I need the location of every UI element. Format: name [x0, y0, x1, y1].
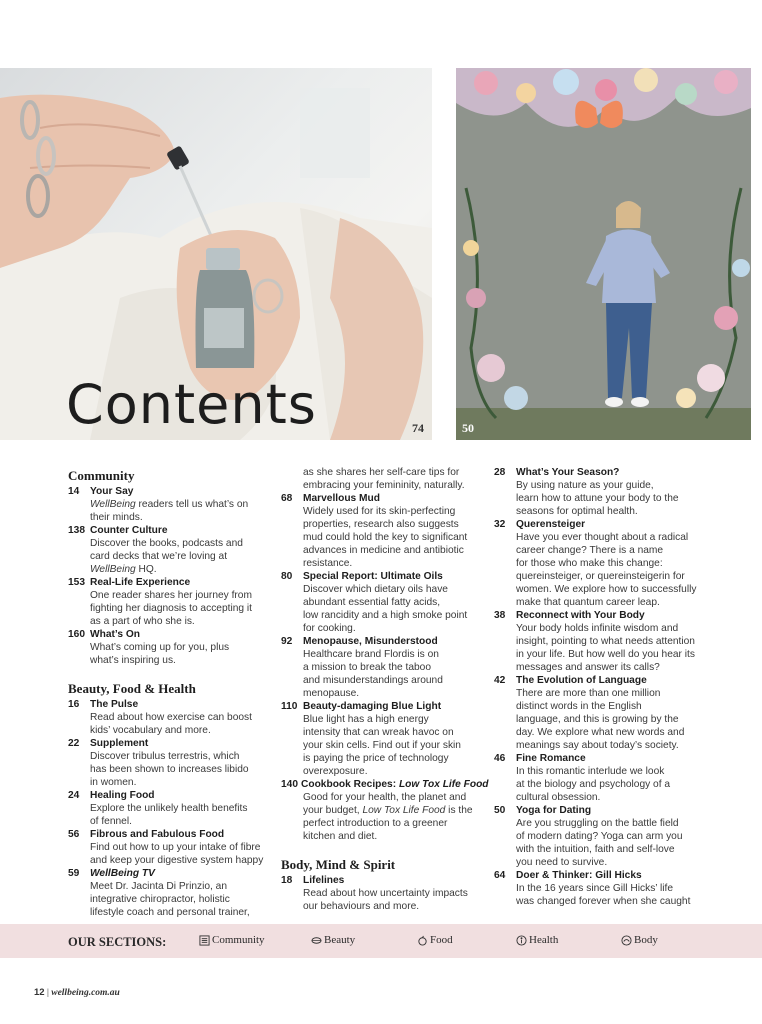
- entry-desc: Healthcare brand Flordis is on: [303, 649, 439, 660]
- entry-desc: readers tell us what’s on: [135, 499, 249, 510]
- entry-desc: menopause.: [303, 688, 360, 699]
- contents-entry[interactable]: [494, 869, 704, 882]
- section-link-body[interactable]: [621, 934, 658, 946]
- entry-title: Counter Culture: [90, 525, 168, 536]
- entry-desc: distinct words in the English: [516, 701, 642, 712]
- entry-title: The Pulse: [90, 699, 139, 710]
- entry-desc: What’s coming up for you, plus: [90, 642, 230, 653]
- entry-desc: make that quantum career leap.: [516, 597, 660, 608]
- entry-desc: meanings say about today’s society.: [516, 740, 679, 751]
- entry-title: Querensteiger: [516, 519, 586, 530]
- entry-desc: your skin cells. Find out if your skin: [303, 740, 461, 751]
- entry-desc: By using nature as your guide,: [516, 480, 654, 491]
- entry-desc: abundant essential fatty acids,: [303, 597, 441, 608]
- entry-title: Marvellous Mud: [303, 493, 380, 504]
- entry-desc: In this romantic interlude we look: [516, 766, 665, 777]
- section-label: Community: [212, 934, 265, 946]
- entry-desc: at the biology and psychology of a: [516, 779, 671, 790]
- photo-woman-mural: [456, 68, 751, 440]
- section-link-community[interactable]: [199, 934, 265, 946]
- entry-desc: messages and answer its calls?: [516, 662, 660, 673]
- entry-title: Your Say: [90, 486, 134, 497]
- entry-desc: with the intuition, faith and self-love: [516, 844, 675, 855]
- section-heading-community: Community: [68, 468, 135, 483]
- entry-desc: is paying the price of technology: [303, 753, 449, 764]
- contents-entry[interactable]: [68, 828, 268, 841]
- entry-desc: There are more than one million: [516, 688, 661, 699]
- entry-desc: women. We explore how to successfully: [516, 584, 697, 595]
- entry-title: Cookbook Recipes:: [301, 779, 399, 790]
- entry-desc: as a part of who she is.: [90, 616, 195, 627]
- entry-desc: fighting her diagnosis to accepting it: [90, 603, 252, 614]
- photo-page-ref: 50: [462, 421, 474, 435]
- contents-entry[interactable]: [494, 466, 704, 479]
- entry-desc: integrative chiropractor, holistic: [90, 894, 230, 905]
- entry-desc: seasons for optimal health.: [516, 506, 638, 517]
- entry-desc: Have you ever thought about a radical: [516, 532, 689, 543]
- entry-desc-italic: Low Tox Life Food: [362, 805, 446, 816]
- entry-desc: card decks that we’re loving at: [90, 551, 228, 562]
- entry-desc: and keep your digestive system happy: [90, 855, 264, 866]
- section-heading-beauty-food-health: Beauty, Food & Health: [68, 681, 196, 696]
- entry-page-number: 80: [281, 571, 293, 582]
- entry-title: Beauty-damaging Blue Light: [303, 701, 442, 712]
- entry-desc: In the 16 years since Gill Hicks’ life: [516, 883, 674, 894]
- photo-page-ref: 74: [412, 421, 424, 435]
- entry-title: The Evolution of Language: [516, 675, 647, 686]
- entry-desc-italic: WellBeing: [90, 564, 136, 575]
- entry-desc: lifestyle coach and personal trainer,: [90, 907, 250, 918]
- contents-entry[interactable]: [494, 518, 704, 531]
- contents-entry[interactable]: [68, 524, 268, 537]
- entry-title: Reconnect with Your Body: [516, 610, 645, 621]
- entry-desc: Find out how to up your intake of fibre: [90, 842, 261, 853]
- entry-page-number: 140: [281, 779, 298, 790]
- entry-page-number: 46: [494, 753, 506, 764]
- entry-desc: HQ.: [135, 564, 157, 575]
- contents-entry[interactable]: [281, 492, 481, 505]
- entry-page-number: 160: [68, 629, 85, 640]
- contents-entry[interactable]: [281, 778, 489, 791]
- entry-desc: Your body holds infinite wisdom and: [516, 623, 679, 634]
- mural-illustration: [456, 68, 751, 440]
- entry-title: What’s Your Season?: [516, 467, 620, 478]
- entry-desc: their minds.: [90, 512, 143, 523]
- entry-desc: kitchen and diet.: [303, 831, 378, 842]
- entry-desc: Widely used for its skin-perfecting: [303, 506, 456, 517]
- entry-desc: was changed forever when she caught: [516, 896, 691, 907]
- entry-desc: overexposure.: [303, 766, 368, 777]
- entry-title: Fibrous and Fabulous Food: [90, 829, 225, 840]
- entry-desc: of fennel.: [90, 816, 132, 827]
- entry-desc: in your life. But how well do you hear its: [516, 649, 695, 660]
- entry-page-number: 56: [68, 829, 80, 840]
- contents-entry[interactable]: [281, 570, 481, 583]
- entry-desc-continued: embracing your femininity, naturally.: [303, 480, 465, 491]
- body-lotus-icon: [621, 935, 632, 946]
- contents-entry[interactable]: [281, 700, 481, 713]
- entry-page-number: 22: [68, 738, 80, 749]
- sections-label: OUR SECTIONS:: [68, 935, 167, 949]
- entry-page-number: 68: [281, 493, 293, 504]
- section-heading-body-mind-spirit: Body, Mind & Spirit: [281, 857, 396, 872]
- entry-desc-italic: WellBeing: [90, 499, 136, 510]
- entry-desc: Discover which dietary oils have: [303, 584, 448, 595]
- entry-title: What’s On: [90, 629, 140, 640]
- entry-desc: learn how to attune your body to the: [516, 493, 679, 504]
- contents-entry[interactable]: [68, 737, 268, 750]
- entry-desc: language, and this is growing by the: [516, 714, 679, 725]
- entry-desc: and misunderstandings around: [303, 675, 443, 686]
- entry-page-number: 92: [281, 636, 293, 647]
- entry-title: Doer & Thinker: Gill Hicks: [516, 870, 642, 881]
- entry-desc: insight, pointing to what needs attention: [516, 636, 695, 647]
- entry-desc: One reader shares her journey from: [90, 590, 252, 601]
- contents-column-1: [68, 466, 268, 919]
- contents-entry[interactable]: [68, 576, 268, 589]
- entry-page-number: 153: [68, 577, 85, 588]
- entry-desc: Explore the unlikely health benefits: [90, 803, 248, 814]
- entry-title: Supplement: [90, 738, 149, 749]
- entry-title: WellBeing TV: [90, 868, 155, 879]
- entry-desc: Are you struggling on the battle field: [516, 818, 679, 829]
- contents-column-3: [494, 466, 704, 908]
- entry-desc: Read about how exercise can boost: [90, 712, 252, 723]
- entry-desc: you need to survive.: [516, 857, 608, 868]
- entry-desc: kids’ vocabulary and more.: [90, 725, 211, 736]
- entry-desc: our behaviours and more.: [303, 901, 420, 912]
- entry-page-number: 18: [281, 875, 293, 886]
- entry-title: Yoga for Dating: [516, 805, 592, 816]
- entry-desc: for cooking.: [303, 623, 356, 634]
- entry-page-number: 138: [68, 525, 85, 536]
- entry-page-number: 64: [494, 870, 506, 881]
- section-link-health[interactable]: [516, 934, 558, 946]
- page-footer: [34, 987, 120, 998]
- section-label: Beauty: [324, 934, 356, 946]
- entry-desc: career change? There is a name: [516, 545, 664, 556]
- section-link-food[interactable]: [417, 934, 453, 946]
- section-label: Food: [430, 934, 453, 946]
- contents-entry[interactable]: [281, 635, 481, 648]
- entry-title: Lifelines: [303, 875, 345, 886]
- entry-page-number: 59: [68, 868, 80, 879]
- contents-entry[interactable]: [494, 752, 704, 765]
- entry-desc: Discover the books, podcasts and: [90, 538, 243, 549]
- health-figure-icon: [516, 935, 527, 946]
- entry-title-italic: Low Tox Life Food: [398, 779, 489, 790]
- entry-desc: what’s inspiring us.: [90, 655, 176, 666]
- entry-title: Fine Romance: [516, 753, 586, 764]
- entry-desc: low rancidity and a high smoke point: [303, 610, 468, 621]
- entry-desc: resistance.: [303, 558, 353, 569]
- contents-entry[interactable]: [494, 674, 704, 687]
- entry-desc: day. We explore what new words and: [516, 727, 685, 738]
- contents-entry[interactable]: [281, 874, 481, 887]
- entry-desc: of modern dating? Yoga can arm you: [516, 831, 683, 842]
- section-label: Body: [634, 934, 658, 946]
- our-sections-bar: [0, 924, 762, 958]
- entry-desc: is the: [445, 805, 473, 816]
- contents-entry[interactable]: [68, 628, 268, 641]
- entry-desc: mud could hold the key to significant: [303, 532, 468, 543]
- contents-entry[interactable]: [494, 609, 704, 622]
- entry-desc: perfect introduction to a greener: [303, 818, 448, 829]
- entry-desc: quereinsteiger, or quereinsteigerin for: [516, 571, 685, 582]
- beauty-lips-icon: [311, 935, 322, 946]
- food-apple-icon: [417, 935, 428, 946]
- footer-site-link[interactable]: wellbeing.com.au: [51, 988, 120, 998]
- entry-desc: a mission to break the taboo: [303, 662, 431, 673]
- contents-entry[interactable]: [68, 789, 268, 802]
- entry-title: Menopause, Misunderstood: [303, 636, 438, 647]
- entry-desc: Discover tribulus terrestris, which: [90, 751, 240, 762]
- entry-title: Healing Food: [90, 790, 155, 801]
- entry-page-number: 14: [68, 486, 80, 497]
- contents-entry[interactable]: [68, 698, 268, 711]
- entry-page-number: 38: [494, 610, 506, 621]
- entry-page-number: 28: [494, 467, 506, 478]
- section-label: Health: [529, 934, 559, 946]
- contents-entry[interactable]: [68, 485, 268, 498]
- entry-desc: in women.: [90, 777, 137, 788]
- entry-page-number: 24: [68, 790, 80, 801]
- entry-desc-continued: as she shares her self-care tips for: [303, 467, 460, 478]
- section-link-beauty[interactable]: [311, 934, 355, 946]
- entry-desc: has been shown to increases libido: [90, 764, 249, 775]
- entry-page-number: 32: [494, 519, 506, 530]
- contents-entry[interactable]: [494, 804, 704, 817]
- entry-desc: for those who make this change:: [516, 558, 663, 569]
- entry-desc: Blue light has a high energy: [303, 714, 429, 725]
- entry-page-number: 42: [494, 675, 506, 686]
- contents-column-2: [281, 466, 489, 913]
- contents-entry[interactable]: [68, 867, 268, 880]
- entry-page-number: 110: [281, 701, 298, 712]
- entry-page-number: 50: [494, 805, 506, 816]
- footer-separator: |: [44, 988, 52, 998]
- entry-title: Real-Life Experience: [90, 577, 191, 588]
- entry-page-number: 16: [68, 699, 80, 710]
- page-title: Contents: [66, 373, 317, 436]
- entry-desc: intensity that can wreak havoc on: [303, 727, 454, 738]
- entry-desc: advances in medicine and antibiotic: [303, 545, 464, 556]
- entry-desc: properties, research also suggests: [303, 519, 459, 530]
- community-icon: [199, 935, 210, 946]
- entry-title: Special Report: Ultimate Oils: [303, 571, 443, 582]
- entry-desc: Good for your health, the planet and: [303, 792, 467, 803]
- footer-page-number: 12: [34, 987, 45, 998]
- entry-desc: your budget,: [303, 805, 363, 816]
- entry-desc: Meet Dr. Jacinta Di Prinzio, an: [90, 881, 228, 892]
- entry-desc: cultural obsession.: [516, 792, 601, 803]
- entry-desc: Read about how uncertainty impacts: [303, 888, 468, 899]
